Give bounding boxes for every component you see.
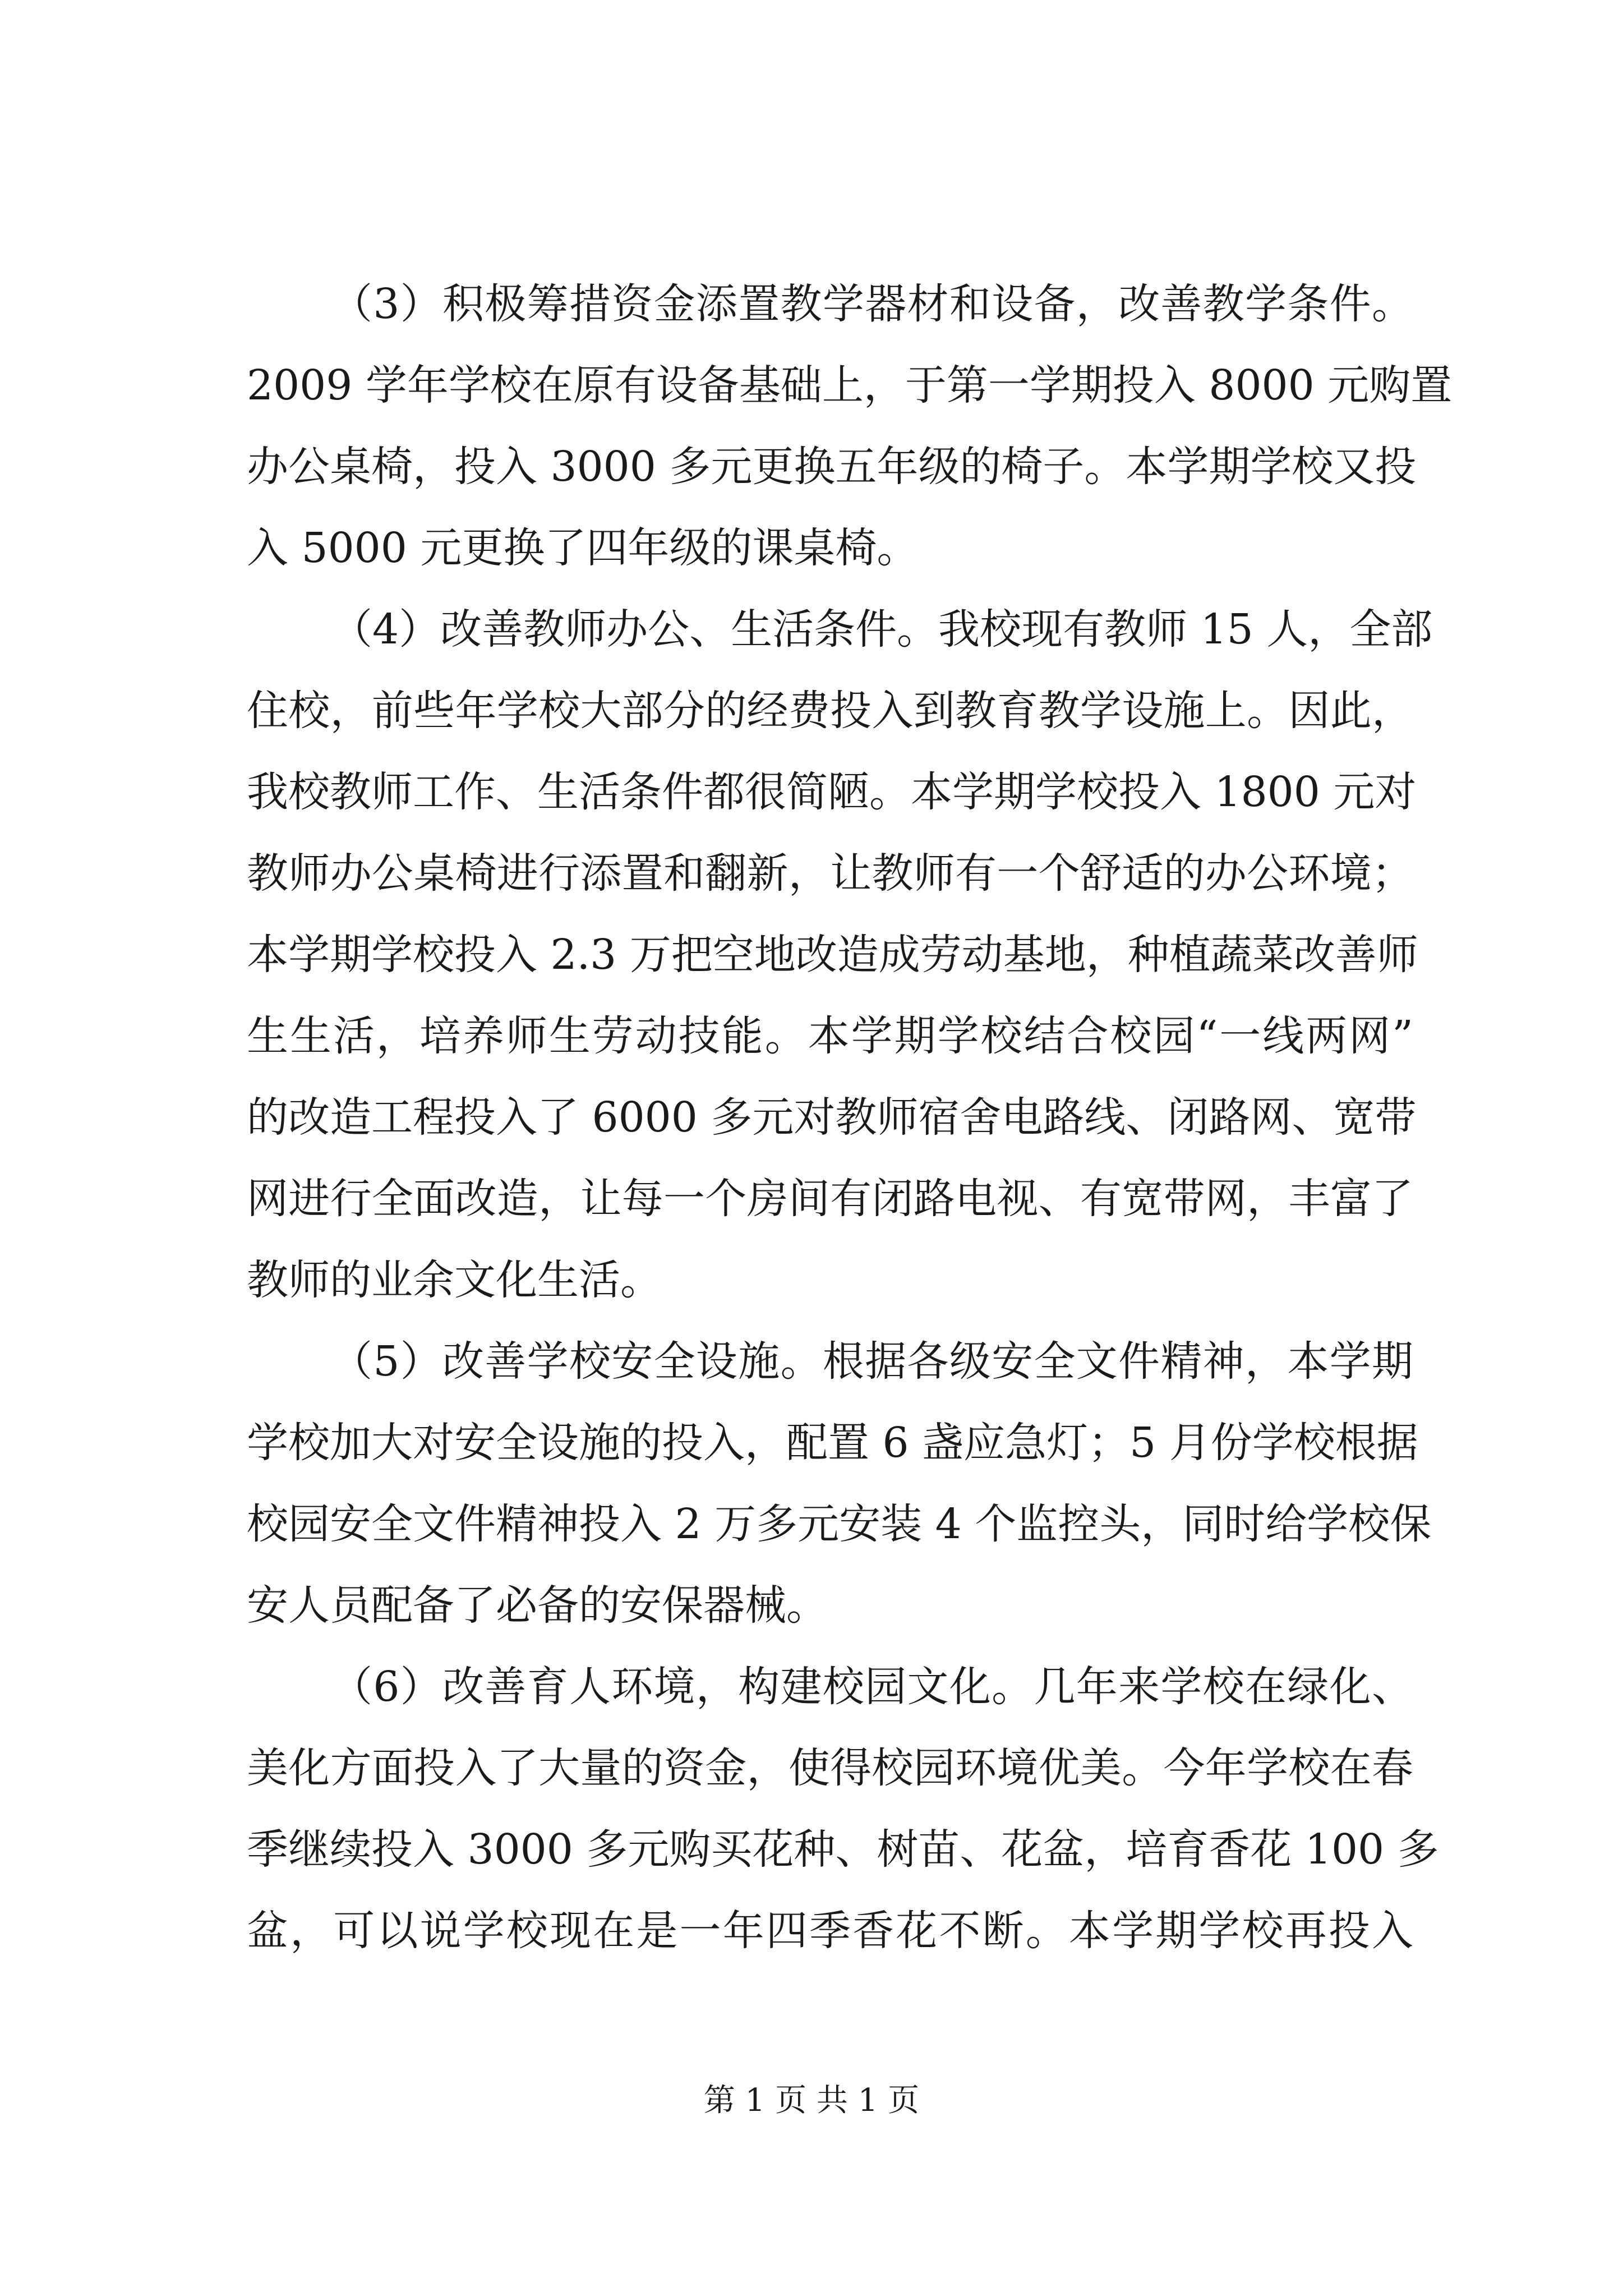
text-line: （6）改善育人环境，构建校园文化。几年来学校在绿化、: [331, 1663, 1413, 1711]
page-number: 第 1 页 共 1 页: [703, 2082, 920, 2119]
text-line: 入 5000 元更换了四年级的课桌椅。: [247, 524, 919, 572]
paragraph-3: [247, 264, 1453, 589]
text-line: 教师的业余文化生活。: [247, 1256, 662, 1304]
text-line: 教师办公桌椅进行添置和翻新，让教师有一个舒适的办公环境；: [247, 849, 1413, 898]
document-body: [247, 264, 1453, 1972]
text-line: 盆，可以说学校现在是一年四季香花不断。本学期学校再投入: [247, 1907, 1413, 1955]
text-line: 季继续投入 3000 多元购买花种、树苗、花盆，培育香花 100 多: [247, 1825, 1439, 1874]
paragraph-4: [247, 589, 1433, 1321]
text-line: 住校，前些年学校大部分的经费投入到教育教学设施上。因此，: [247, 687, 1413, 735]
paragraph-6: [247, 1646, 1439, 1972]
text-line: 办公桌椅，投入 3000 多元更换五年级的椅子。本学期学校又投: [247, 443, 1417, 491]
text-line: （3）积极筹措资金添置教学器材和设备，改善教学条件。: [331, 280, 1413, 328]
text-line: 我校教师工作、生活条件都很简陋。本学期学校投入 1800 元对: [247, 768, 1417, 816]
page-footer: [0, 2076, 1623, 2120]
text-line: 本学期学校投入 2.3 万把空地改造成劳动基地，种植蔬菜改善师: [247, 931, 1418, 979]
text-line: 学校加大对安全设施的投入，配置 6 盏应急灯；5 月份学校根据: [247, 1419, 1418, 1467]
text-line: 校园安全文件精神投入 2 万多元安装 4 个监控头，同时给学校保: [247, 1500, 1432, 1548]
text-line: 2009 学年学校在原有设备基础上，于第一学期投入 8000 元购置: [247, 361, 1453, 409]
text-line: 网进行全面改造，让每一个房间有闭路电视、有宽带网，丰富了: [247, 1175, 1413, 1223]
text-line: 生生活，培养师生劳动技能。本学期学校结合校园“一线两网”: [247, 1012, 1413, 1060]
paragraph-5: [247, 1321, 1432, 1646]
text-line: （5）改善学校安全设施。根据各级安全文件精神，本学期: [331, 1337, 1413, 1386]
text-line: 美化方面投入了大量的资金，使得校园环境优美。今年学校在春: [247, 1744, 1413, 1792]
text-line: 的改造工程投入了 6000 多元对教师宿舍电路线、闭路网、宽带: [247, 1093, 1417, 1142]
text-line: 安人员配备了必备的安保器械。: [247, 1581, 828, 1630]
text-line: （4）改善教师办公、生活条件。我校现有教师 15 人，全部: [331, 605, 1433, 654]
